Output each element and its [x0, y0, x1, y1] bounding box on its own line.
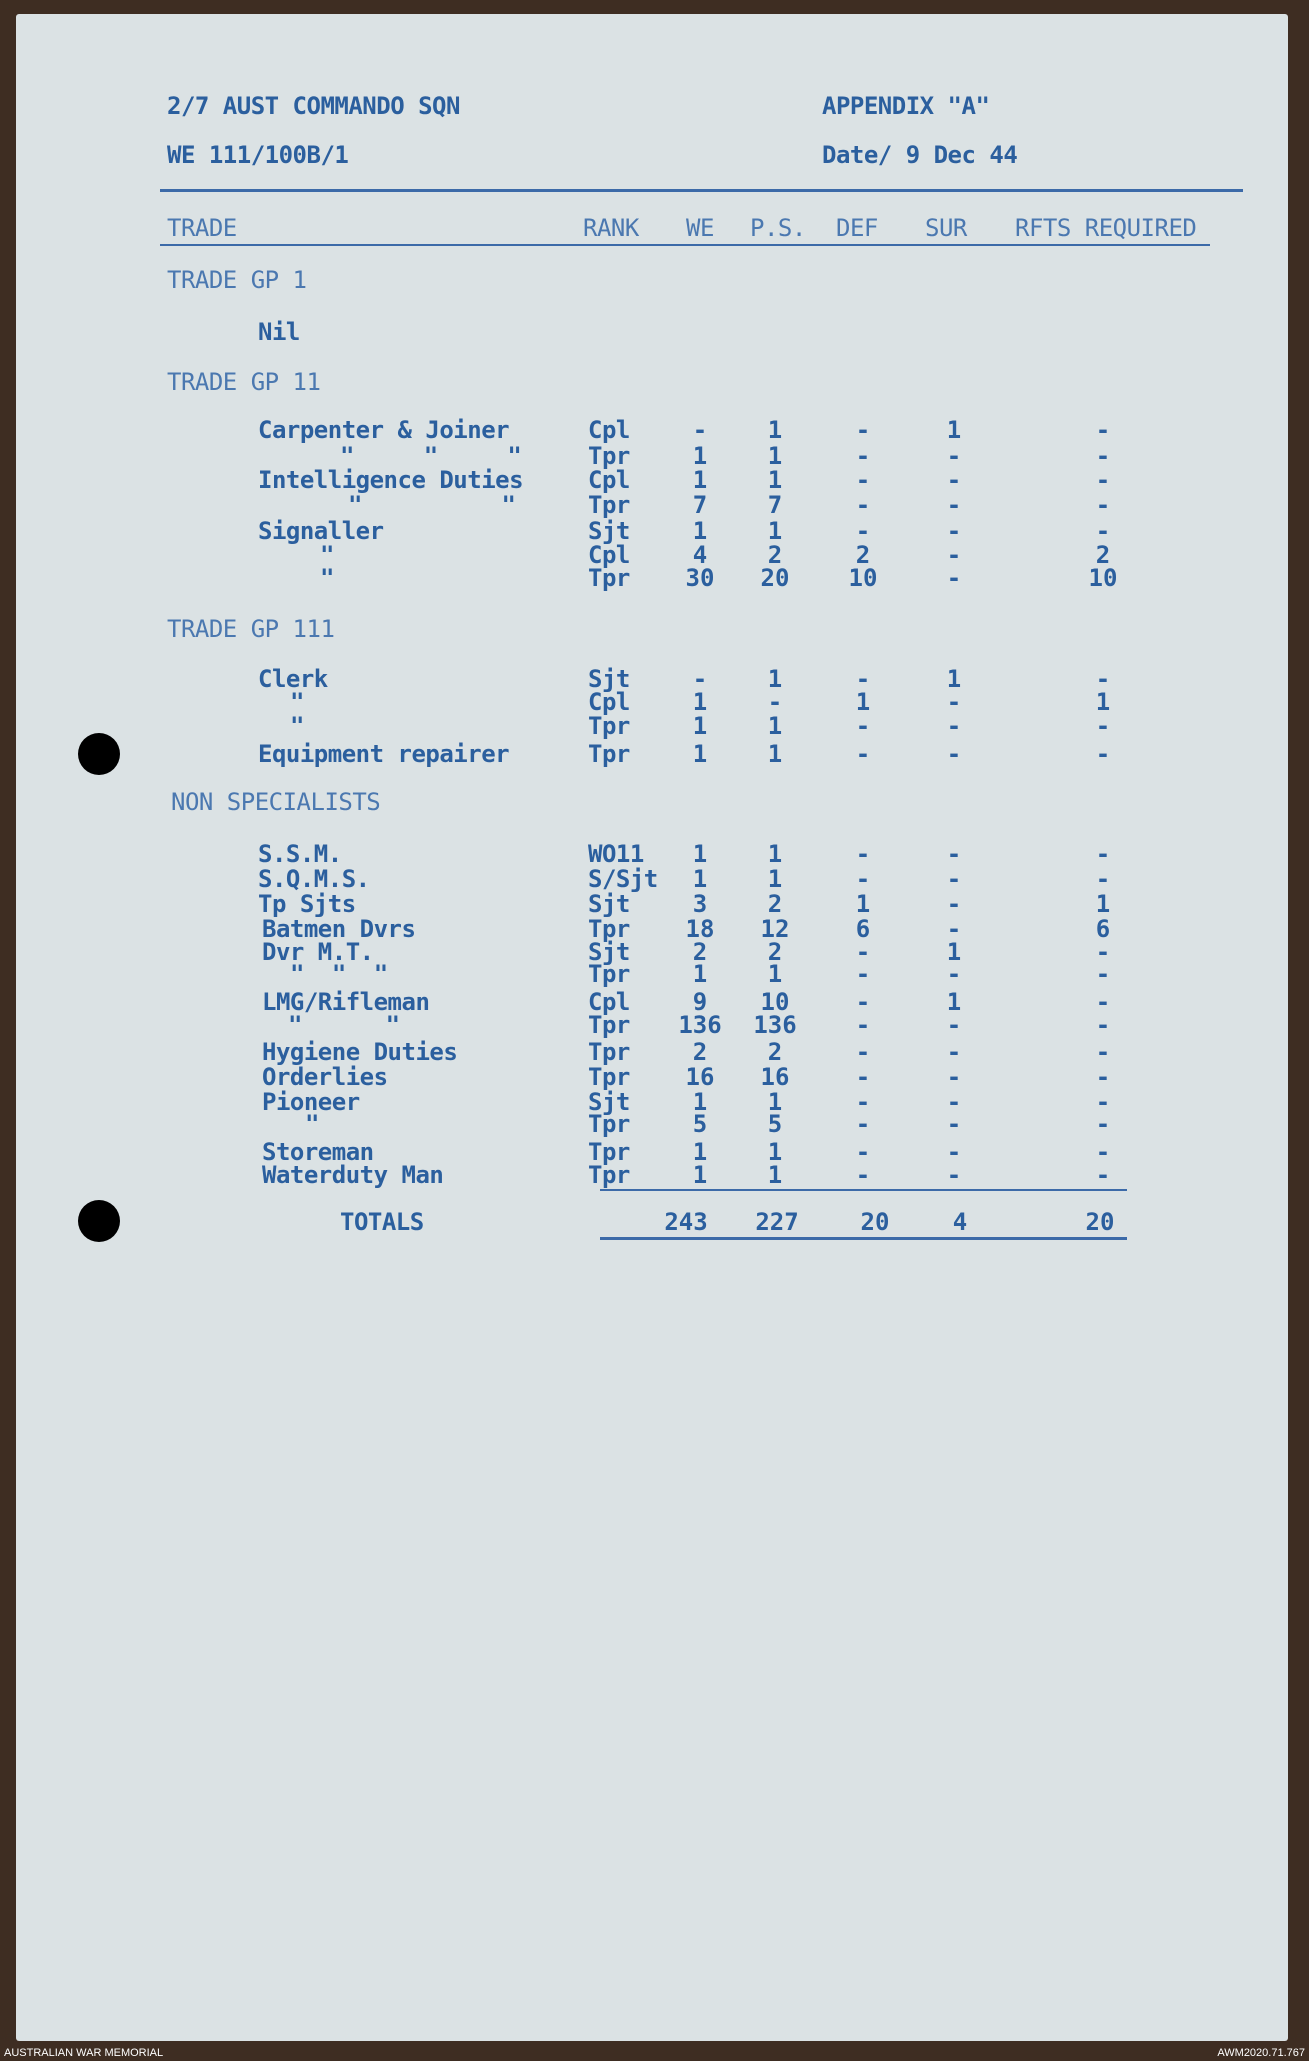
cell-rfts: -: [1095, 1038, 1111, 1066]
cell-ps: 1: [767, 1161, 783, 1189]
cell-def: -: [855, 1063, 871, 1091]
column-def: DEF: [836, 214, 878, 242]
cell-rank: WO11: [588, 840, 644, 868]
column-heading-rule: [160, 244, 1210, 246]
cell-ps: 1: [767, 1138, 783, 1166]
cell-sur: 1: [946, 665, 962, 693]
cell-def: -: [855, 712, 871, 740]
cell-sur: -: [946, 1088, 962, 1116]
cell-def: -: [855, 1088, 871, 1116]
cell-we: 1: [692, 688, 708, 716]
punch-hole-bottom: [78, 1200, 120, 1242]
cell-sur: -: [946, 541, 962, 569]
cell-def: 1: [855, 688, 871, 716]
cell-we: 1: [692, 1161, 708, 1189]
cell-def: -: [855, 960, 871, 988]
cell-we: 1: [692, 740, 708, 768]
cell-we: -: [692, 416, 708, 444]
trade-name: Equipment repairer: [258, 740, 510, 768]
cell-sur: -: [946, 890, 962, 918]
trade-name: Storeman: [262, 1138, 374, 1166]
cell-we: 7: [692, 491, 708, 519]
totals-top-rule: [600, 1189, 1127, 1191]
cell-sur: -: [946, 712, 962, 740]
cell-rank: Cpl: [588, 988, 630, 1016]
cell-def: 1: [855, 890, 871, 918]
cell-def: -: [855, 1011, 871, 1039]
cell-rank: Tpr: [588, 491, 630, 519]
column-rfts: RFTS REQUIRED: [1015, 214, 1197, 242]
cell-sur: 1: [946, 938, 962, 966]
cell-rfts: -: [1095, 1088, 1111, 1116]
cell-def: -: [855, 740, 871, 768]
cell-def: -: [855, 865, 871, 893]
cell-rfts: -: [1095, 960, 1111, 988]
cell-rfts: -: [1095, 442, 1111, 470]
cell-rfts: -: [1095, 665, 1111, 693]
cell-sur: -: [946, 688, 962, 716]
totals-bottom-rule: [600, 1237, 1127, 1240]
cell-sur: -: [946, 517, 962, 545]
cell-ps: 1: [767, 416, 783, 444]
trade-name: Tp Sjts: [258, 890, 356, 918]
cell-def: 2: [855, 541, 871, 569]
cell-we: 1: [692, 442, 708, 470]
cell-rank: Sjt: [588, 1088, 630, 1116]
cell-sur: -: [946, 865, 962, 893]
cell-rfts: -: [1095, 938, 1111, 966]
cell-rfts: 10: [1088, 564, 1118, 592]
cell-rank: Tpr: [588, 1161, 630, 1189]
group-heading: NON SPECIALISTS: [171, 788, 381, 816]
cell-we: 2: [692, 1038, 708, 1066]
cell-sur: 1: [946, 416, 962, 444]
trade-name: S.Q.M.S.: [258, 865, 370, 893]
group-nil: Nil: [258, 318, 300, 346]
cell-rank: Tpr: [588, 564, 630, 592]
column-we: WE: [686, 214, 714, 242]
cell-rank: Tpr: [588, 1063, 630, 1091]
cell-ps: 1: [767, 442, 783, 470]
ditto-mark: " ": [288, 1011, 400, 1039]
cell-rank: Tpr: [588, 1011, 630, 1039]
cell-sur: -: [946, 840, 962, 868]
total-rfts: 20: [1085, 1208, 1115, 1236]
cell-sur: -: [946, 740, 962, 768]
cell-rfts: -: [1095, 491, 1111, 519]
cell-ps: 2: [767, 1038, 783, 1066]
trade-name: Orderlies: [262, 1063, 388, 1091]
cell-def: -: [855, 1138, 871, 1166]
trade-name: Carpenter & Joiner: [258, 416, 510, 444]
footer-institution: AUSTRALIAN WAR MEMORIAL: [4, 2047, 164, 2059]
cell-rank: Sjt: [588, 890, 630, 918]
totals-label: TOTALS: [340, 1208, 424, 1236]
cell-ps: 1: [767, 740, 783, 768]
cell-def: -: [855, 938, 871, 966]
cell-we: 16: [685, 1063, 715, 1091]
cell-we: 1: [692, 840, 708, 868]
cell-we: 5: [692, 1110, 708, 1138]
cell-ps: 16: [760, 1063, 790, 1091]
cell-we: 3: [692, 890, 708, 918]
trade-name: Hygiene Duties: [262, 1038, 458, 1066]
cell-ps: 2: [767, 938, 783, 966]
cell-rfts: -: [1095, 840, 1111, 868]
cell-rank: Sjt: [588, 517, 630, 545]
column-rank: RANK: [583, 214, 639, 242]
cell-def: -: [855, 665, 871, 693]
cell-sur: -: [946, 1161, 962, 1189]
cell-sur: -: [946, 1011, 962, 1039]
cell-ps: 5: [767, 1110, 783, 1138]
cell-we: 2: [692, 938, 708, 966]
cell-ps: 7: [767, 491, 783, 519]
cell-def: -: [855, 1161, 871, 1189]
cell-rank: Tpr: [588, 1110, 630, 1138]
cell-def: -: [855, 442, 871, 470]
cell-rank: Tpr: [588, 960, 630, 988]
cell-rfts: -: [1095, 740, 1111, 768]
cell-sur: -: [946, 491, 962, 519]
cell-ps: 1: [767, 517, 783, 545]
trade-name: Signaller: [258, 517, 384, 545]
cell-we: 136: [678, 1011, 722, 1039]
cell-we: 30: [685, 564, 715, 592]
ditto-mark: ": [320, 541, 334, 569]
cell-we: 1: [692, 960, 708, 988]
cell-sur: -: [946, 564, 962, 592]
appendix-title: APPENDIX "A": [822, 92, 990, 120]
cell-def: -: [855, 840, 871, 868]
trade-name: Dvr M.T.: [262, 938, 374, 966]
cell-ps: 1: [767, 466, 783, 494]
cell-we: 9: [692, 988, 708, 1016]
cell-rfts: 1: [1095, 688, 1111, 716]
cell-ps: 2: [767, 890, 783, 918]
cell-we: 1: [692, 517, 708, 545]
cell-we: 1: [692, 1138, 708, 1166]
cell-def: -: [855, 416, 871, 444]
cell-rfts: -: [1095, 1138, 1111, 1166]
cell-rfts: -: [1095, 416, 1111, 444]
cell-ps: 1: [767, 665, 783, 693]
cell-rfts: -: [1095, 988, 1111, 1016]
cell-rank: Cpl: [588, 541, 630, 569]
total-sur: 4: [952, 1208, 968, 1236]
cell-sur: -: [946, 1138, 962, 1166]
header-rule: [160, 189, 1243, 192]
cell-rank: Cpl: [588, 688, 630, 716]
cell-sur: -: [946, 915, 962, 943]
cell-rank: Sjt: [588, 938, 630, 966]
cell-rank: Cpl: [588, 466, 630, 494]
punch-hole-top: [78, 733, 120, 775]
cell-rfts: -: [1095, 1161, 1111, 1189]
cell-def: -: [855, 517, 871, 545]
cell-rank: Tpr: [588, 1038, 630, 1066]
cell-def: -: [855, 988, 871, 1016]
cell-def: -: [855, 491, 871, 519]
cell-we: 1: [692, 1088, 708, 1116]
cell-we: 18: [685, 915, 715, 943]
total-def: 20: [860, 1208, 890, 1236]
cell-def: -: [855, 466, 871, 494]
cell-rank: S/Sjt: [588, 865, 658, 893]
cell-ps: 10: [760, 988, 790, 1016]
cell-ps: 1: [767, 960, 783, 988]
cell-we: 1: [692, 865, 708, 893]
cell-we: 4: [692, 541, 708, 569]
column-sur: SUR: [925, 214, 967, 242]
cell-rank: Tpr: [588, 740, 630, 768]
cell-sur: -: [946, 466, 962, 494]
footer-accession: AWM2020.71.767: [1217, 2047, 1305, 2059]
cell-def: 10: [848, 564, 878, 592]
cell-ps: 1: [767, 712, 783, 740]
total-we: 243: [664, 1208, 708, 1236]
ditto-mark: " " ": [290, 960, 388, 988]
cell-ps: -: [767, 688, 783, 716]
cell-def: 6: [855, 915, 871, 943]
trade-name: Intelligence Duties: [258, 466, 524, 494]
group-heading: TRADE GP 111: [167, 615, 335, 643]
column-ps: P.S.: [750, 214, 806, 242]
cell-ps: 1: [767, 1088, 783, 1116]
cell-rank: Sjt: [588, 665, 630, 693]
group-heading: TRADE GP 11: [167, 368, 321, 396]
trade-name: LMG/Rifleman: [262, 988, 430, 1016]
cell-sur: -: [946, 1038, 962, 1066]
cell-sur: -: [946, 960, 962, 988]
cell-rank: Tpr: [588, 1138, 630, 1166]
document-date: Date/ 9 Dec 44: [822, 141, 1018, 169]
cell-rank: Tpr: [588, 712, 630, 740]
ditto-mark: " " ": [340, 442, 522, 470]
cell-ps: 136: [753, 1011, 797, 1039]
trade-name: Pioneer: [262, 1088, 360, 1116]
cell-sur: 1: [946, 988, 962, 1016]
ditto-mark: ": [305, 1110, 319, 1138]
cell-we: -: [692, 665, 708, 693]
cell-rank: Cpl: [588, 416, 630, 444]
trade-name: Clerk: [258, 665, 328, 693]
cell-rfts: -: [1095, 1063, 1111, 1091]
ditto-mark: ": [320, 564, 334, 592]
cell-ps: 1: [767, 840, 783, 868]
cell-rfts: -: [1095, 712, 1111, 740]
cell-rfts: -: [1095, 517, 1111, 545]
cell-rfts: -: [1095, 1011, 1111, 1039]
cell-rfts: -: [1095, 1110, 1111, 1138]
cell-ps: 12: [760, 915, 790, 943]
group-heading: TRADE GP 1: [167, 266, 307, 294]
cell-ps: 1: [767, 865, 783, 893]
cell-rfts: 1: [1095, 890, 1111, 918]
cell-ps: 2: [767, 541, 783, 569]
cell-we: 1: [692, 466, 708, 494]
ditto-mark: " ": [348, 491, 516, 519]
cell-rfts: 2: [1095, 541, 1111, 569]
cell-rank: Tpr: [588, 915, 630, 943]
ditto-mark: ": [290, 688, 304, 716]
trade-name: Waterduty Man: [262, 1161, 444, 1189]
trade-name: Batmen Dvrs: [262, 915, 416, 943]
cell-rank: Tpr: [588, 442, 630, 470]
ditto-mark: ": [290, 712, 304, 740]
cell-rfts: 6: [1095, 915, 1111, 943]
trade-name: S.S.M.: [258, 840, 342, 868]
cell-we: 1: [692, 712, 708, 740]
reference-number: WE 111/100B/1: [167, 141, 349, 169]
cell-def: -: [855, 1038, 871, 1066]
total-ps: 227: [755, 1208, 799, 1236]
unit-name: 2/7 AUST COMMANDO SQN: [167, 92, 460, 120]
column-trade: TRADE: [167, 214, 237, 242]
cell-sur: -: [946, 1063, 962, 1091]
cell-sur: -: [946, 1110, 962, 1138]
cell-def: -: [855, 1110, 871, 1138]
cell-rfts: -: [1095, 865, 1111, 893]
cell-rfts: -: [1095, 466, 1111, 494]
cell-ps: 20: [760, 564, 790, 592]
cell-sur: -: [946, 442, 962, 470]
